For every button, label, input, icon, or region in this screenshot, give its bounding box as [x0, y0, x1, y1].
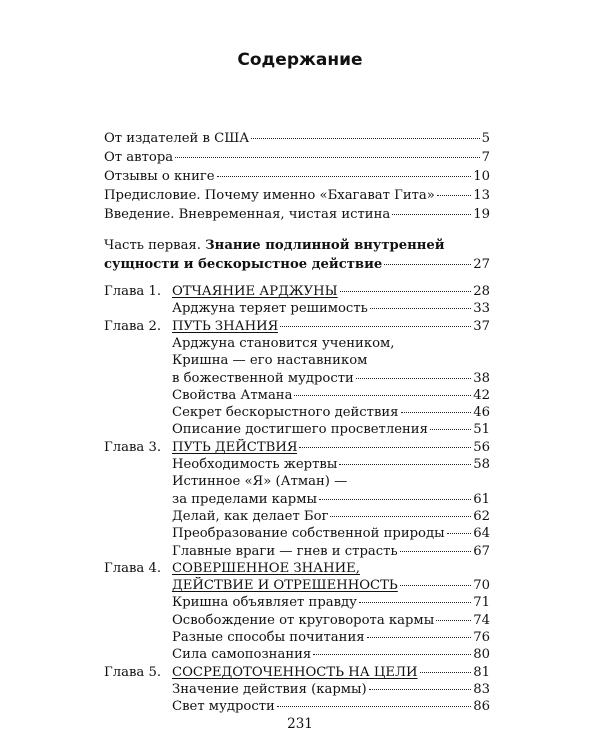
toc-entry-page: 76: [473, 630, 490, 645]
section-entry: [172, 646, 490, 664]
section-line: Арджуна становится учеником,: [172, 335, 395, 351]
section-entry: [172, 698, 490, 716]
dot-leader: [356, 378, 471, 379]
chapter-label: Глава 2.: [104, 318, 162, 334]
chapter-title-entry: [172, 577, 490, 595]
front-matter-entry: [104, 149, 490, 167]
toc-entry-page: 42: [473, 387, 490, 403]
dot-leader: [400, 551, 472, 552]
toc-entry-page: 56: [473, 439, 490, 455]
toc-entry-page: 70: [473, 578, 490, 594]
section-entry: [172, 594, 490, 612]
front-matter-entry: [104, 130, 490, 148]
front-matter-entry: [104, 206, 490, 224]
section-entry: [172, 612, 490, 630]
toc-entry-page: 51: [473, 422, 490, 438]
toc-entry-title: Главные враги — гнев и страсть: [172, 543, 398, 559]
toc-entry-title: Описание достигшего просветления: [172, 422, 428, 438]
dot-leader: [319, 499, 471, 500]
chapter-title-entry: [172, 283, 490, 301]
toc-entry-title: в божественной мудрости: [172, 370, 354, 386]
dot-leader: [436, 620, 471, 621]
section-entry: [172, 456, 490, 474]
toc-entry-title: СОСРЕДОТОЧЕННОСТЬ НА ЦЕЛИ: [172, 664, 418, 680]
section-entry: [172, 525, 490, 543]
section-entry: [172, 508, 490, 526]
toc-entry-page: 13: [473, 188, 490, 203]
dot-leader: [367, 637, 472, 638]
section-line: Кришна — его наставником: [172, 353, 368, 369]
toc-entry-page: 38: [473, 370, 490, 386]
chapter-label: Глава 5.: [104, 664, 162, 680]
toc-entry-title: ОТЧАЯНИЕ АРДЖУНЫ: [172, 284, 338, 299]
dot-leader: [359, 602, 471, 603]
section-entry: [172, 543, 490, 561]
chapter-title-entry: [172, 664, 490, 682]
page-number: 231: [287, 716, 313, 732]
front-matter-entry: [104, 187, 490, 205]
dot-leader: [277, 706, 471, 707]
toc-entry-page: 83: [473, 681, 490, 697]
toc-entry-page: 10: [473, 169, 490, 184]
toc-entry-page: 7: [481, 150, 490, 165]
toc-entry-title: Кришна объявляет правду: [172, 595, 357, 611]
toc-entry-title: Арджуна теряет решимость: [172, 301, 368, 317]
toc-entry-title: сущности и бескорыстное действие: [104, 257, 383, 272]
toc-entry-title: Необходимость жертвы: [172, 457, 338, 472]
toc-entry-title: Освобождение от круговорота кармы: [172, 612, 435, 628]
section-entry: [172, 421, 490, 439]
chapter-label: Глава 1.: [104, 284, 162, 299]
toc-entry-title: Свойства Атмана: [172, 387, 293, 403]
toc-entry-page: 61: [473, 491, 490, 507]
section-entry: [172, 491, 490, 509]
toc-entry-title: Значение действия (кармы): [172, 681, 367, 697]
dot-leader: [400, 585, 471, 586]
chapter-title-entry: [172, 439, 490, 457]
dot-leader: [384, 264, 471, 265]
toc-entry-page: 19: [473, 207, 490, 222]
toc-entry-page: 5: [481, 131, 490, 146]
dot-leader: [217, 176, 472, 177]
toc-entry-title: ПУТЬ ЗНАНИЯ: [172, 318, 279, 334]
dot-leader: [369, 689, 472, 690]
toc-entry-title: Разные способы почитания: [172, 630, 365, 645]
dot-leader: [294, 395, 471, 396]
dot-leader: [401, 412, 472, 413]
dot-leader: [340, 291, 472, 292]
dot-leader: [280, 326, 471, 327]
chapter-label: Глава 4.: [104, 560, 162, 576]
toc-entry-title: Делай, как делает Бог: [172, 508, 329, 524]
section-line: Истинное «Я» (Атман) —: [172, 474, 348, 490]
toc-entry-page: 28: [473, 284, 490, 299]
toc-entry-title: за пределами кармы: [172, 491, 317, 507]
toc-entry-title: От издателей в США: [104, 131, 250, 146]
toc-entry-page: 62: [473, 508, 490, 524]
dot-leader: [370, 308, 471, 309]
toc-entry-title: Предисловие. Почему именно «Бхагават Гита»: [104, 188, 435, 203]
toc-entry-title: ПУТЬ ДЕЙСТВИЯ: [172, 439, 298, 455]
page-title: Содержание: [237, 50, 363, 70]
chapter-title-line: СОВЕРШЕННОЕ ЗНАНИЕ,: [172, 560, 360, 576]
toc-entry-page: 71: [473, 595, 490, 611]
toc-entry-page: 67: [473, 543, 490, 559]
part-one-entry: [104, 256, 490, 274]
dot-leader: [420, 672, 472, 673]
chapter-title-entry: [172, 318, 490, 336]
section-entry: [172, 300, 490, 318]
section-entry: [172, 681, 490, 699]
toc-entry-page: 27: [473, 257, 490, 272]
part-one-prefix: Часть первая.: [104, 238, 201, 253]
toc-entry-title: От автора: [104, 150, 174, 165]
section-entry: [172, 387, 490, 405]
toc-entry-title: ДЕЙСТВИЕ И ОТРЕШЕННОСТЬ: [172, 578, 398, 594]
toc-entry-title: Введение. Вневременная, чистая истина: [104, 207, 391, 222]
toc-entry-title: Свет мудрости: [172, 699, 275, 715]
toc-entry-page: 58: [473, 457, 490, 472]
dot-leader: [392, 214, 471, 215]
dot-leader: [330, 516, 471, 517]
section-entry: [172, 629, 490, 647]
dot-leader: [430, 429, 471, 430]
dot-leader: [447, 533, 472, 534]
section-entry: [172, 404, 490, 422]
dot-leader: [313, 654, 471, 655]
section-entry: [172, 370, 490, 388]
dot-leader: [437, 195, 471, 196]
toc-entry-page: 46: [473, 405, 490, 421]
toc-entry-page: 74: [473, 612, 490, 628]
part-one-heading: [104, 237, 445, 255]
toc-entry-page: 37: [473, 318, 490, 334]
dot-leader: [299, 447, 471, 448]
dot-leader: [175, 157, 479, 158]
toc-entry-page: 81: [473, 664, 490, 680]
toc-entry-page: 33: [473, 301, 490, 317]
toc-entry-title: Секрет бескорыстного действия: [172, 405, 399, 421]
chapter-label: Глава 3.: [104, 439, 162, 455]
toc-entry-page: 64: [473, 526, 490, 542]
dot-leader: [251, 138, 479, 139]
front-matter-entry: [104, 168, 490, 186]
toc-entry-page: 80: [473, 647, 490, 663]
dot-leader: [339, 464, 471, 465]
part-one-title-line1: Знание подлинной внутренней: [205, 238, 445, 253]
toc-entry-title: Отзывы о книге: [104, 169, 215, 184]
toc-entry-title: Преобразование собственной природы: [172, 526, 445, 542]
toc-entry-title: Сила самопознания: [172, 647, 312, 663]
toc-entry-page: 86: [473, 699, 490, 715]
